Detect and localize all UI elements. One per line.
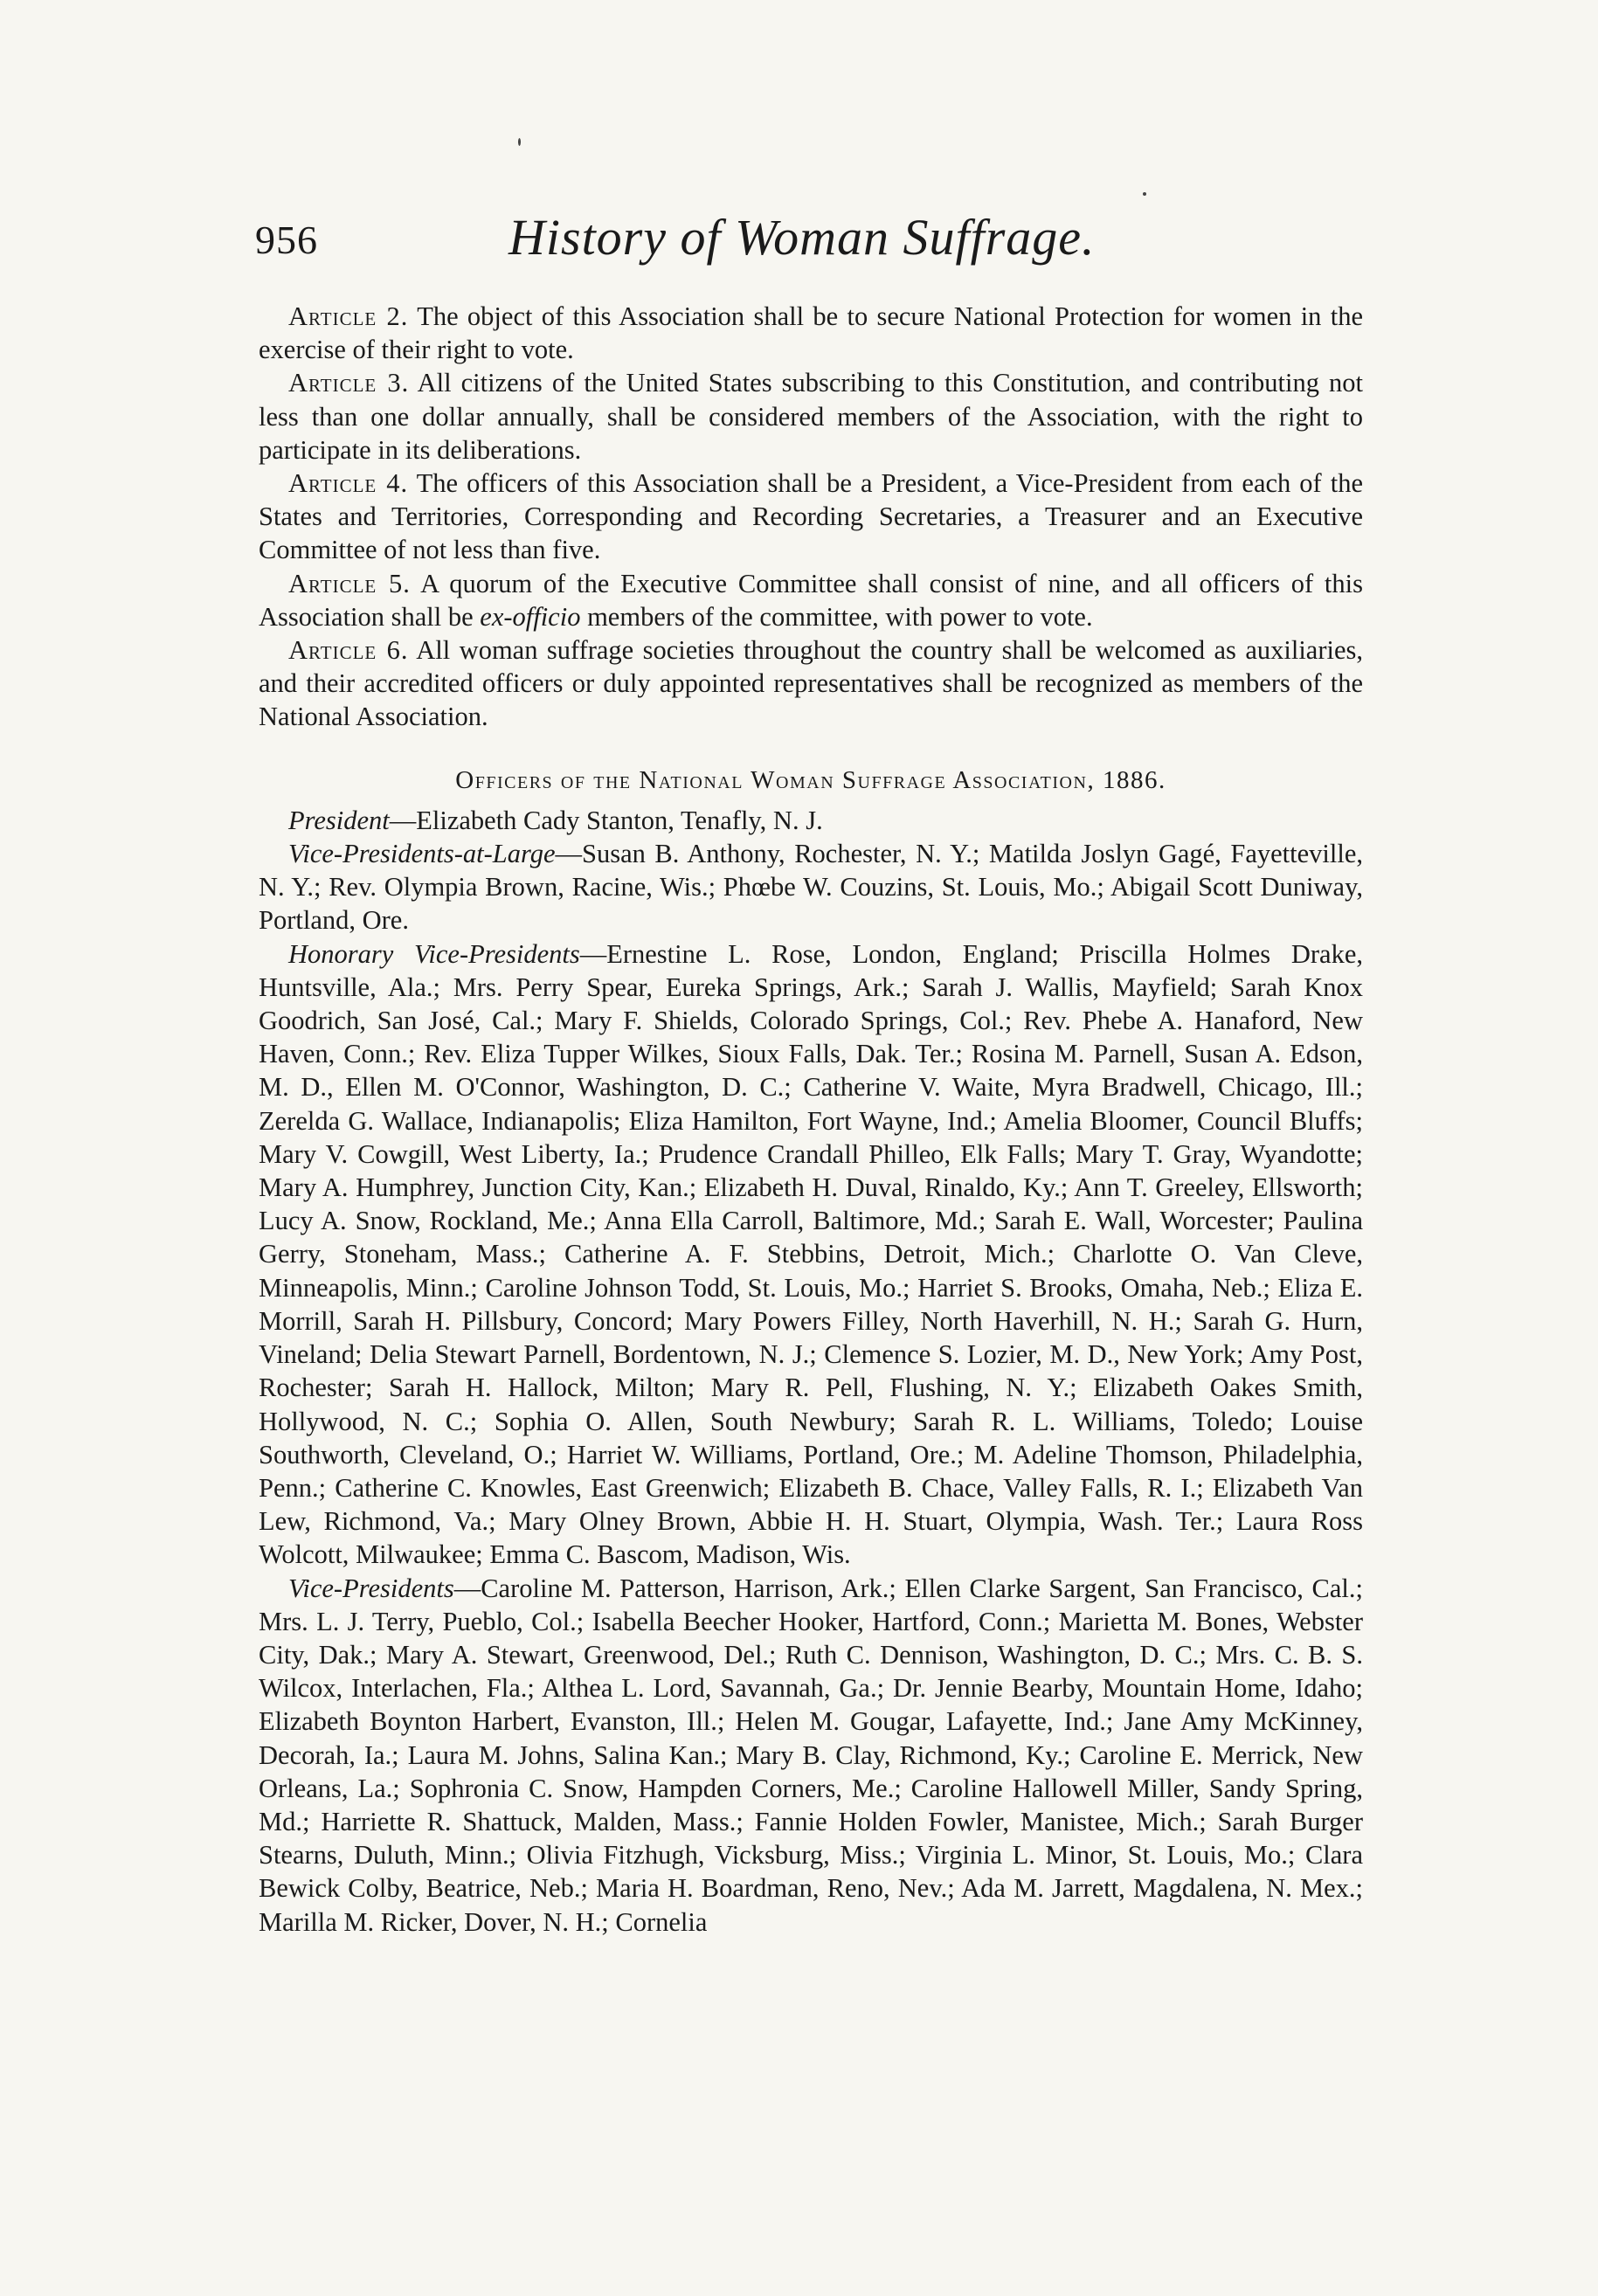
article-5 — [259, 567, 1363, 633]
scan-speck — [1143, 192, 1146, 196]
article-6 — [259, 633, 1363, 734]
running-title: History of Woman Suffrage. — [508, 209, 1096, 266]
article-label: Article 6. — [288, 635, 409, 666]
honorary-vps-entry — [259, 937, 1363, 1572]
article-emphasis: ex-officio — [480, 601, 581, 632]
article-2 — [259, 300, 1363, 366]
entry-label: Vice-Presidents-at-Large — [288, 839, 556, 869]
article-3 — [259, 366, 1363, 467]
page-header — [255, 208, 1365, 278]
entry-text: —Susan B. Anthony, Rochester, N. Y.; Matilda Joslyn Gagé, Fayetteville, N. Y.; Rev. Olympia Brown, Racine, Wis.; Phœbe W. Couzins, St. Louis, Mo.; Abigail Scott Duniway, Portland, Ore. — [259, 839, 1363, 936]
officers-title: Officers of the National Woman Suffrage Association, 1886. — [455, 765, 1166, 794]
article-text: The officers of this Association shall be a President, a Vice-President from each of the States and Territories, Corresponding and Recording Secretaries, a Treasurer and an Executive Committee of not less than five. — [259, 468, 1363, 565]
vps-entry — [259, 1572, 1363, 1939]
scan-speck — [518, 138, 521, 146]
article-text: All woman suffrage societies throughout the country shall be welcomed as auxiliaries, and their accredited officers or duly appointed representatives shall be recognized as members of the National Association. — [259, 635, 1363, 732]
vp-at-large-entry — [259, 837, 1363, 937]
page-body — [259, 300, 1363, 1939]
entry-label: President — [288, 805, 390, 835]
entry-text: —Ernestine L. Rose, London, England; Priscilla Holmes Drake, Huntsville, Ala.; Mrs. Perry Spear, Eureka Springs, Ark.; Sarah J. Wallis, Mayfield; Sarah Knox Goodrich, San José, Cal.; Mary F. Shields, Colorado Springs, Col.; Rev. Phebe A. Hanaford, New Haven, Conn.; Rev. Eliza Tupper Wilkes, Sioux Falls, Dak. Ter.; Rosina M. Parnell, Susan A. Edson, M. D., Ellen M. O'Connor, Washington, D. C.; Catherine V. Waite, Myra Bradwell, Chicago, Ill.; Zerelda G. Wallace, Indianapolis; Eliza Hamilton, Fort Wayne, Ind.; Amelia Bloomer, Council Bluffs; Mary V. Cowgill, West Liberty, Ia.; Prudence Crandall Philleo, Elk Falls; Mary T. Gray, Wyandotte; Mary A. Humphrey, Junction City, Kan.; Elizabeth H. Duval, Rinaldo, Ky.; Ann T. Greeley, Ellsworth; Lucy A. Snow, Rockland, Me.; Anna Ella Carroll, Baltimore, Md.; Sarah E. Wall, Worcester; Paulina Gerry, Stoneham, Mass.; Catherine A. F. Stebbins, Detroit, Mich.; Charlotte O. Van Cleve, Minneapolis, Minn.; Caroline Johnson Todd, St. Louis, Mo.; Harriet S. Brooks, Omaha, Neb.; Eliza E. Morrill, Sarah H. Pillsbury, Concord; Mary Powers Filley, North Haverhill, N. H.; Sarah G. Hurn, Vineland; Delia Stewart Parnell, Bordentown, N. J.; Clemence S. Lozier, M. D., New York; Amy Post, Rochester; Sarah H. Hallock, Milton; Mary R. Pell, Flushing, N. Y.; Elizabeth Oakes Smith, Hollywood, N. C.; Sophia O. Allen, South Newbury; Sarah R. L. Williams, Toledo; Louise Southworth, Cleveland, O.; Harriet W. Williams, Portland, Ore.; M. Adeline Thomson, Philadelphia, Penn.; Catherine C. Knowles, East Greenwich; Elizabeth B. Chace, Valley Falls, R. I.; Elizabeth Van Lew, Richmond, Va.; Mary Olney Brown, Abbie H. H. Stuart, Olympia, Wash. Ter.; Laura Ross Wolcott, Milwaukee; Emma C. Bascom, Madison, Wis. — [259, 938, 1363, 1570]
page-number: 956 — [255, 218, 318, 262]
article-label: Article 5. — [288, 568, 411, 598]
article-label: Article 4. — [288, 468, 409, 499]
article-4 — [259, 467, 1363, 567]
article-text: members of the committee, with power to vote. — [580, 601, 1093, 632]
entry-text: —Caroline M. Patterson, Harrison, Ark.; Ellen Clarke Sargent, San Francisco, Cal.; Mrs. L. J. Terry, Pueblo, Col.; Isabella Beecher Hooker, Hartford, Conn.; Marietta M. Bones, Webster City, Dak.; Mary A. Stewart, Greenwood, Del.; Ruth C. Dennison, Washington, D. C.; Mrs. C. B. S. Wilcox, Interlachen, Fla.; Althea L. Lord, Savannah, Ga.; Dr. Jennie Bearby, Mountain Home, Idaho; Elizabeth Boynton Harbert, Evanston, Ill.; Helen M. Gougar, Lafayette, Ind.; Jane Amy McKinney, Decorah, Ia.; Laura M. Johns, Salina Kan.; Mary B. Clay, Richmond, Ky.; Caroline E. Merrick, New Orleans, La.; Sophronia C. Snow, Hampden Corners, Me.; Caroline Hallowell Miller, Sandy Spring, Md.; Harriette R. Shattuck, Malden, Mass.; Fannie Holden Fowler, Manistee, Mich.; Sarah Burger Stearns, Duluth, Minn.; Olivia Fitzhugh, Vicksburg, Miss.; Virginia L. Minor, St. Louis, Mo.; Clara Bewick Colby, Beatrice, Neb.; Maria H. Boardman, Reno, Nev.; Ada M. Jarrett, Magdalena, N. Mex.; Marilla M. Ricker, Dover, N. H.; Cornelia — [259, 1573, 1363, 1937]
entry-label: Honorary Vice-Presidents — [288, 938, 580, 969]
article-text: The object of this Association shall be to secure National Protection for women in the exercise of their right to vote. — [259, 301, 1363, 365]
president-entry — [259, 804, 1363, 837]
article-text: A quorum of the Executive Committee shall consist of nine, and all officers of this Association shall be — [259, 568, 1364, 632]
article-label: Article 2. — [288, 301, 409, 331]
entry-label: Vice-Presidents — [288, 1573, 454, 1603]
article-text: All citizens of the United States subscribing to this Constitution, and contributing not less than one dollar annually, shall be considered members of the Association, with the right to participate in its deliberations. — [259, 368, 1363, 465]
entry-text: —Elizabeth Cady Stanton, Tenafly, N. J. — [389, 805, 823, 835]
article-label: Article 3. — [288, 368, 410, 398]
